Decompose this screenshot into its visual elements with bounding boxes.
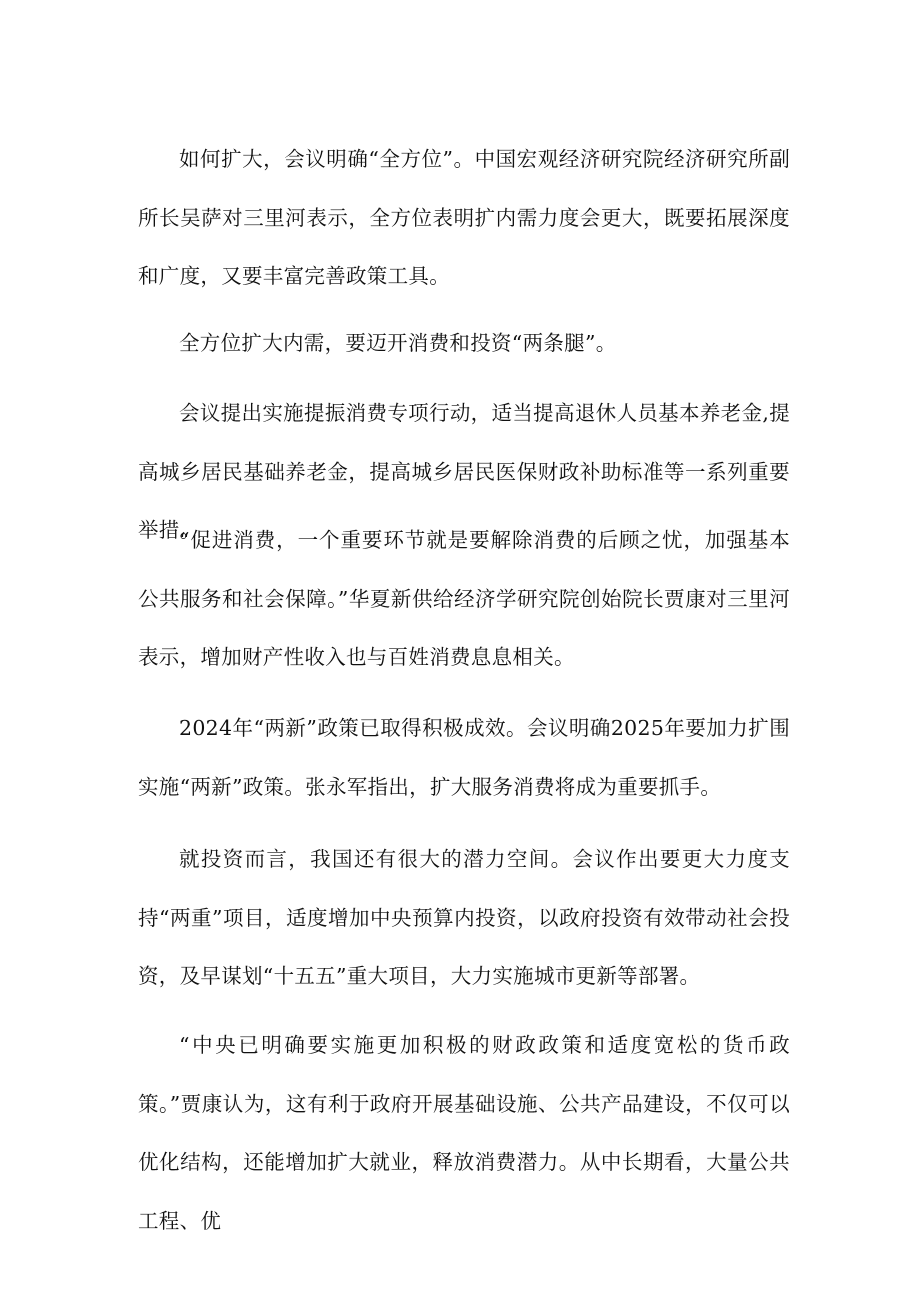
paragraph-5: 2024年“两新”政策已取得积极成效。会议明确2025年要加力扩围实施“两新”政策。张永军指出，扩大服务消费将成为重要抓手。 <box>138 716 790 799</box>
paragraph-2: 全方位扩大内需，要迈开消费和投资“两条腿”。 <box>179 331 617 355</box>
paragraph-4: “促进消费，一个重要环节就是要解除消费的后顾之忧，加强基本公共服务和社会保障。”华夏新供给经济学研究院创始院长贾康对三里河表示，增加财产性收入也与百姓消费息息相关。 <box>138 528 790 669</box>
paragraph-3: 会议提出实施提振消费专项行动，适当提高退休人员基本养老金,提高城乡居民基础养老金，提高城乡居民医保财政补助标准等一系列重要举措。 <box>138 401 790 542</box>
paragraph-7: “中央已明确要实施更加积极的财政政策和适度宽松的货币政策。”贾康认为，这有利于政府开展基础设施、公共产品建设，不仅可以优化结构，还能增加扩大就业，释放消费潜力。从中长期看，大量公共工程、优 <box>138 1033 790 1233</box>
paragraph-1: 如何扩大，会议明确“全方位”。中国宏观经济研究院经济研究所副所长吴萨对三里河表示，全方位表明扩内需力度会更大，既要拓展深度和广度，又要丰富完善政策工具。 <box>138 147 790 288</box>
paragraph-6: 就投资而言，我国还有很大的潜力空间。会议作出要更大力度支持“两重”项目，适度增加中央预算内投资，以政府投资有效带动社会投资，及早谋划“十五五”重大项目，大力实施城市更新等部署。 <box>138 847 790 988</box>
